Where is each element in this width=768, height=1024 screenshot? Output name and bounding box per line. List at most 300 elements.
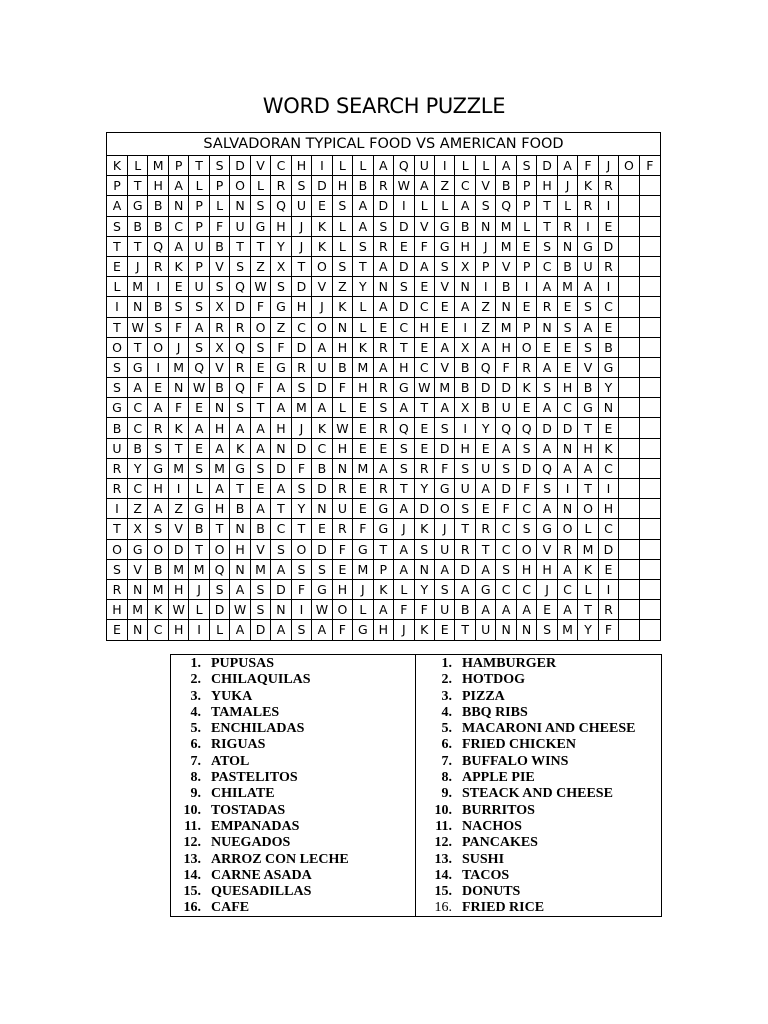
grid-cell (619, 539, 639, 559)
list-item (171, 852, 415, 868)
grid-cell: L (455, 156, 475, 176)
grid-cell: Y (414, 579, 434, 599)
grid-cell: S (312, 559, 332, 579)
grid-cell: C (455, 176, 475, 196)
grid-cell: J (291, 216, 311, 236)
grid-cell: U (475, 620, 495, 640)
list-item (416, 656, 661, 672)
grid-cell: N (168, 196, 188, 216)
list-item-number: 8. (441, 770, 452, 786)
grid-cell (619, 559, 639, 579)
grid-cell: L (578, 519, 598, 539)
grid-cell: V (209, 256, 229, 276)
grid-cell: N (127, 297, 147, 317)
grid-cell: F (209, 216, 229, 236)
list-item-word: TAMALES (211, 704, 280, 720)
grid-cell: T (271, 499, 291, 519)
grid-cell: A (271, 398, 291, 418)
grid-cell (619, 499, 639, 519)
grid-cell: G (271, 357, 291, 377)
grid-cell (639, 196, 660, 216)
grid-cell: B (557, 256, 577, 276)
list-item-number: 12. (434, 835, 452, 851)
grid-cell: B (127, 438, 147, 458)
grid-cell: C (496, 539, 516, 559)
grid-cell: A (578, 458, 598, 478)
grid-cell: A (475, 600, 495, 620)
grid-cell: G (127, 539, 147, 559)
grid-cell: Z (168, 499, 188, 519)
grid-cell (619, 438, 639, 458)
grid-cell: A (435, 398, 455, 418)
grid-cell: K (332, 297, 352, 317)
grid-cell: R (373, 236, 393, 256)
grid-cell: A (230, 579, 250, 599)
page-title: WORD SEARCH PUZZLE (262, 94, 506, 118)
grid-row (107, 256, 660, 276)
grid-cell: S (496, 559, 516, 579)
grid-cell: W (414, 378, 434, 398)
grid-cell: F (332, 378, 352, 398)
grid-cell: B (455, 378, 475, 398)
grid-cell: G (107, 398, 127, 418)
grid-cell: T (189, 539, 209, 559)
grid-cell: J (312, 297, 332, 317)
grid-cell (639, 519, 660, 539)
list-item-word: CHILATE (211, 786, 275, 802)
grid-cell: K (168, 418, 188, 438)
grid-cell: M (435, 378, 455, 398)
grid-cell: Z (271, 317, 291, 337)
grid-cell: R (475, 519, 495, 539)
grid-cell: J (394, 519, 414, 539)
grid-cell: M (209, 458, 229, 478)
grid-cell: I (435, 156, 455, 176)
grid-cell: A (537, 357, 557, 377)
grid-cell: S (230, 398, 250, 418)
grid-row (107, 196, 660, 216)
grid-cell: A (271, 620, 291, 640)
grid-cell: E (516, 236, 536, 256)
list-item (416, 852, 661, 868)
grid-cell: K (107, 156, 127, 176)
grid-cell: T (250, 398, 270, 418)
grid-cell: A (455, 196, 475, 216)
grid-cell: V (168, 519, 188, 539)
list-item-word: NACHOS (462, 818, 522, 834)
list-item-word: APPLE PIE (462, 770, 535, 786)
grid-cell: D (394, 256, 414, 276)
grid-cell: H (332, 337, 352, 357)
grid-cell: T (537, 216, 557, 236)
grid-cell: I (516, 277, 536, 297)
grid-cell: R (598, 256, 618, 276)
grid-cell: M (557, 277, 577, 297)
grid-cell: G (127, 357, 147, 377)
grid-cell: E (435, 297, 455, 317)
grid-cell: B (496, 176, 516, 196)
grid-cell: T (127, 337, 147, 357)
list-item (171, 770, 415, 786)
grid-cell: O (107, 337, 127, 357)
list-item-word: SUSHI (462, 851, 505, 867)
american-food-list (416, 655, 661, 916)
grid-cell: P (189, 256, 209, 276)
grid-cell: K (414, 620, 434, 640)
grid-cell: H (373, 620, 393, 640)
list-item-word: PANCAKES (462, 835, 538, 851)
grid-cell: E (537, 600, 557, 620)
list-item-word: FRIED RICE (462, 900, 545, 916)
grid-cell: B (189, 519, 209, 539)
grid-cell: W (127, 317, 147, 337)
grid-cell: N (557, 236, 577, 256)
grid-cell: B (496, 277, 516, 297)
grid-cell: P (168, 156, 188, 176)
list-item (416, 770, 661, 786)
grid-cell: M (557, 620, 577, 640)
grid-cell: K (373, 579, 393, 599)
grid-cell: C (414, 357, 434, 377)
grid-cell: P (516, 256, 536, 276)
list-item-number: 15. (183, 884, 201, 900)
list-item-number: 2. (441, 672, 452, 688)
grid-cell: B (209, 378, 229, 398)
grid-row (107, 499, 660, 519)
grid-cell: R (107, 458, 127, 478)
grid-cell: S (332, 196, 352, 216)
grid-cell: H (148, 176, 168, 196)
grid-cell: S (230, 256, 250, 276)
grid-cell (619, 337, 639, 357)
grid-cell: S (435, 256, 455, 276)
grid-cell: A (414, 256, 434, 276)
list-item-word: PASTELITOS (211, 770, 298, 786)
grid-cell: Q (271, 196, 291, 216)
grid-cell: R (557, 216, 577, 236)
grid-cell: E (148, 378, 168, 398)
grid-cell: S (332, 256, 352, 276)
grid-cell: J (291, 418, 311, 438)
grid-cell: E (598, 317, 618, 337)
grid-cell: Y (291, 499, 311, 519)
grid-cell: C (496, 519, 516, 539)
list-item-number: 12. (183, 835, 201, 851)
grid-cell: M (496, 216, 516, 236)
grid-cell: H (209, 418, 229, 438)
grid-cell: G (394, 378, 414, 398)
grid-row (107, 398, 660, 418)
grid-cell (619, 256, 639, 276)
grid-cell: A (373, 297, 393, 317)
grid-cell: K (312, 216, 332, 236)
grid-cell: U (435, 539, 455, 559)
grid-cell: A (537, 499, 557, 519)
grid-cell (619, 297, 639, 317)
grid-cell: E (435, 317, 455, 337)
grid-row (107, 337, 660, 357)
grid-cell: J (353, 579, 373, 599)
grid-cell: N (373, 277, 393, 297)
grid-cell: R (148, 418, 168, 438)
grid-cell: D (209, 600, 229, 620)
grid-cell: F (516, 479, 536, 499)
list-item (171, 900, 415, 916)
grid-cell: S (189, 297, 209, 317)
grid-cell: T (189, 156, 209, 176)
grid-cell: S (557, 317, 577, 337)
grid-cell: V (312, 277, 332, 297)
grid-cell: I (598, 196, 618, 216)
grid-cell: A (578, 277, 598, 297)
grid-cell: H (332, 438, 352, 458)
grid-cell: E (598, 216, 618, 236)
grid-cell: A (312, 337, 332, 357)
list-item-number: 7. (441, 753, 452, 769)
list-item-word: BUFFALO WINS (462, 753, 569, 769)
grid-row (107, 236, 660, 256)
grid-cell: E (312, 196, 332, 216)
grid-cell: A (127, 378, 147, 398)
grid-cell (619, 519, 639, 539)
grid-cell: H (353, 378, 373, 398)
grid-cell: S (107, 216, 127, 236)
grid-cell: J (168, 337, 188, 357)
grid-cell: N (127, 620, 147, 640)
grid-cell: O (209, 539, 229, 559)
grid-cell: P (516, 317, 536, 337)
grid-cell: A (271, 479, 291, 499)
grid-cell: M (496, 236, 516, 256)
grid-cell: G (230, 458, 250, 478)
grid-cell: H (598, 499, 618, 519)
list-item (171, 737, 415, 753)
list-item (171, 754, 415, 770)
grid-cell: S (394, 458, 414, 478)
grid-cell (639, 398, 660, 418)
grid-cell: S (537, 236, 557, 256)
grid-cell: B (578, 378, 598, 398)
list-item-word: RIGUAS (211, 737, 266, 753)
grid-cell: S (209, 277, 229, 297)
grid-cell: O (148, 337, 168, 357)
grid-cell (619, 620, 639, 640)
grid-cell: Y (414, 479, 434, 499)
grid-cell (619, 196, 639, 216)
list-item (171, 868, 415, 884)
list-item-word: NUEGADOS (211, 835, 291, 851)
grid-cell: K (312, 418, 332, 438)
grid-cell: S (394, 438, 414, 458)
grid-cell (619, 458, 639, 478)
grid-cell: B (148, 297, 168, 317)
grid-cell: I (107, 499, 127, 519)
grid-cell: K (578, 176, 598, 196)
grid-cell: R (107, 479, 127, 499)
list-item-number: 11. (184, 818, 201, 834)
grid-row (107, 277, 660, 297)
grid-cell: E (107, 256, 127, 276)
list-item (171, 721, 415, 737)
grid-cell: Y (475, 418, 495, 438)
grid-row (107, 559, 660, 579)
grid-cell: S (353, 236, 373, 256)
grid-cell: E (107, 620, 127, 640)
grid-cell: G (353, 620, 373, 640)
grid-cell: U (414, 156, 434, 176)
grid-row (107, 539, 660, 559)
list-item (416, 819, 661, 835)
grid-cell: N (455, 277, 475, 297)
grid-cell: O (516, 337, 536, 357)
grid-cell: H (332, 176, 352, 196)
grid-cell: Z (475, 297, 495, 317)
grid-cell: S (516, 438, 536, 458)
grid-cell: G (271, 297, 291, 317)
list-item-number: 1. (190, 656, 201, 671)
grid-cell: S (291, 176, 311, 196)
grid-cell: E (475, 499, 495, 519)
grid-cell: H (557, 378, 577, 398)
grid-cell: A (557, 600, 577, 620)
grid-cell: E (557, 337, 577, 357)
grid-cell: S (435, 579, 455, 599)
grid-cell: D (291, 277, 311, 297)
grid-cell: U (107, 438, 127, 458)
grid-cell: P (189, 216, 209, 236)
grid-cell: C (557, 579, 577, 599)
grid-row (107, 216, 660, 236)
grid-row (107, 156, 660, 176)
grid-cell: G (373, 519, 393, 539)
grid-cell: C (127, 479, 147, 499)
grid-cell: B (455, 357, 475, 377)
grid-cell: S (394, 277, 414, 297)
grid-cell: Q (230, 337, 250, 357)
grid-cell: S (291, 378, 311, 398)
grid-cell: F (168, 317, 188, 337)
grid-cell: N (230, 519, 250, 539)
grid-cell: R (578, 196, 598, 216)
grid-cell: A (107, 196, 127, 216)
grid-cell: A (394, 539, 414, 559)
grid-cell (619, 418, 639, 438)
grid-cell (639, 176, 660, 196)
list-item-number: 5. (190, 721, 201, 737)
grid-row (107, 438, 660, 458)
grid-cell (639, 579, 660, 599)
grid-cell: U (312, 357, 332, 377)
list-item (416, 705, 661, 721)
grid-cell: M (168, 559, 188, 579)
grid-cell: S (578, 297, 598, 317)
list-item-word: DONUTS (462, 884, 521, 900)
grid-cell: I (291, 600, 311, 620)
grid-cell: Q (230, 277, 250, 297)
grid-cell: K (230, 438, 250, 458)
grid-cell: N (209, 398, 229, 418)
grid-cell: D (414, 499, 434, 519)
grid-cell: L (332, 236, 352, 256)
grid-cell: D (230, 297, 250, 317)
list-item-number: 9. (190, 786, 201, 802)
grid-cell: F (435, 458, 455, 478)
grid-cell: D (373, 196, 393, 216)
grid-cell: L (557, 196, 577, 216)
grid-cell: C (312, 438, 332, 458)
grid-cell: J (435, 519, 455, 539)
grid-cell: T (168, 438, 188, 458)
grid-cell: J (557, 176, 577, 196)
grid-cell: H (578, 438, 598, 458)
grid-cell: L (353, 317, 373, 337)
grid-cell: A (435, 559, 455, 579)
grid-cell: I (475, 277, 495, 297)
grid-cell: A (516, 600, 536, 620)
grid-cell: R (373, 378, 393, 398)
list-item-word: CAFE (211, 900, 250, 916)
grid-cell: C (168, 216, 188, 236)
grid-cell: E (414, 277, 434, 297)
grid-cell: A (496, 438, 516, 458)
grid-row (107, 600, 660, 620)
grid-cell: L (414, 196, 434, 216)
grid-cell: A (394, 499, 414, 519)
grid-cell: S (291, 620, 311, 640)
grid-cell: U (496, 398, 516, 418)
grid-cell: L (189, 600, 209, 620)
grid-cell: R (332, 479, 352, 499)
grid-cell: V (209, 357, 229, 377)
grid-cell: L (516, 216, 536, 236)
grid-cell: N (557, 438, 577, 458)
list-item-word: STEACK AND CHEESE (462, 786, 613, 802)
grid-cell: T (250, 236, 270, 256)
grid-cell: S (537, 378, 557, 398)
grid-cell: A (394, 559, 414, 579)
grid-cell: D (496, 479, 516, 499)
grid-cell (619, 236, 639, 256)
grid-cell: L (250, 176, 270, 196)
grid-cell: N (496, 620, 516, 640)
grid-cell: S (291, 479, 311, 499)
grid-cell: P (516, 176, 536, 196)
grid-cell: A (557, 559, 577, 579)
grid-cell: L (209, 196, 229, 216)
grid-title: SALVADORAN TYPICAL FOOD VS AMERICAN FOOD (107, 133, 660, 156)
grid-cell: R (209, 317, 229, 337)
grid-cell: M (353, 559, 373, 579)
list-item-number: 8. (190, 770, 201, 786)
grid-cell: A (578, 317, 598, 337)
grid-cell: S (291, 559, 311, 579)
grid-cell: R (455, 539, 475, 559)
grid-cell: I (455, 418, 475, 438)
grid-cell: D (271, 579, 291, 599)
grid-cell: D (168, 539, 188, 559)
grid-cell: B (353, 176, 373, 196)
grid-cell: L (353, 600, 373, 620)
list-item-word: ARROZ CON LECHE (211, 851, 349, 867)
grid-cell: C (394, 317, 414, 337)
grid-cell: Q (496, 418, 516, 438)
grid-cell: V (414, 216, 434, 236)
grid-cell: L (475, 156, 495, 176)
grid-cell: O (148, 539, 168, 559)
grid-cell: P (475, 256, 495, 276)
grid-cell: I (107, 297, 127, 317)
list-item-word: TACOS (462, 867, 510, 883)
